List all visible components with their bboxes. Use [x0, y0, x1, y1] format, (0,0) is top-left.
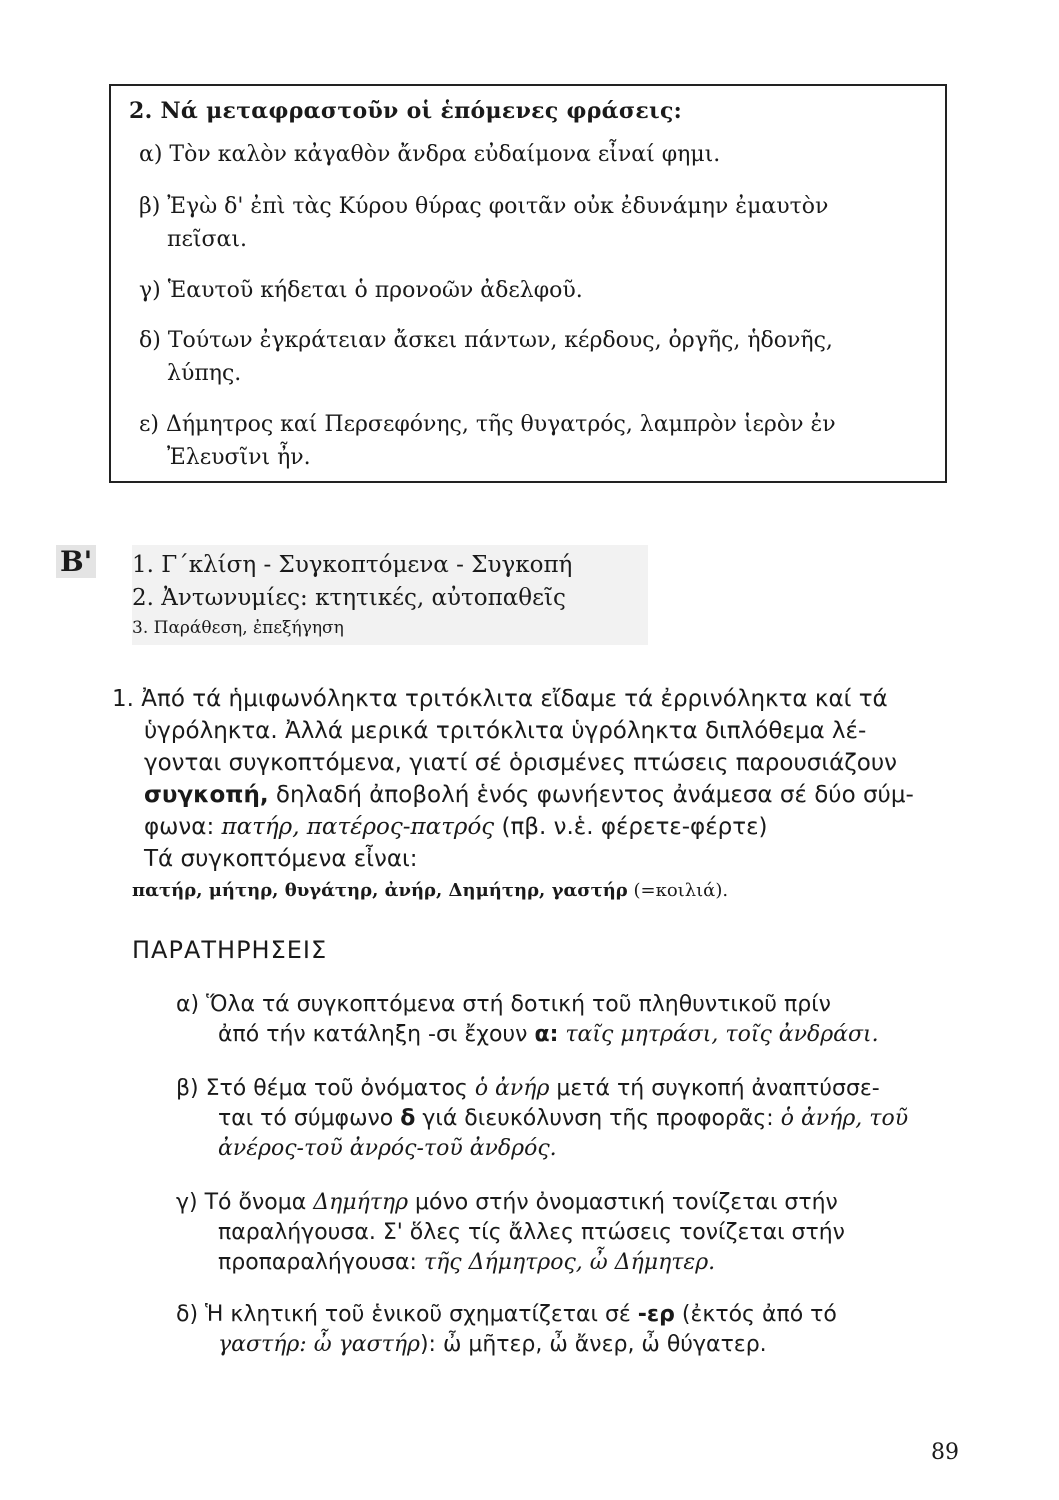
exercise-item: γ) Ἑαυτοῦ κήδεται ὁ προνοῶν ἀδελφοῦ.	[139, 278, 583, 303]
main-paragraph: 1. Ἀπό τά ἡμιφωνόληκτα τριτόκλιτα εἴδαμε τά ἐρρινόληκτα καί τά ὑγρόληκτα. Ἀλλά μερικά τριτόκλιτα ὑγρόληκτα διπλόθεμα λέ- γονται συγκοπτόμενα, γιατί σέ ὁρισμένες πτώσεις παρουσιάζουν συγκοπή, δηλαδή ἀποβολή ἑνός φωνήεντος ἀνάμεσα σέ δύο σύμ- φωνα: πατήρ, πατέρος-πατρός (πβ. ν.ἑ. φέρετε-φέρτε) Τά συγκοπτόμενα εἶναι: πατήρ, μήτηρ, θυγάτηρ, ἀνήρ, Δημήτηρ, γαστήρ (=κοιλιά).	[112, 683, 955, 907]
exercise-box	[109, 84, 947, 483]
exercise-title: 2. Νά μεταφραστοῦν οἱ ἑπόμενες φράσεις:	[129, 98, 683, 124]
topic-line: 3. Παράθεση, ἐπεξήγηση	[132, 618, 344, 638]
exercise-item: β) Ἐγὼ δ' ἐπὶ τὰς Κύρου θύρας φοιτᾶν οὐκ ἐδυνάμην ἐμαυτὸν πεῖσαι.	[139, 194, 829, 252]
topic-line: 2. Ἀντωνυμίες: κτητικές, αὐτοπαθεῖς	[132, 585, 566, 611]
section-letter: Β'	[56, 545, 96, 578]
observation-b: β) Στό θέμα τοῦ ὀνόματος ὁ ἀνήρ μετά τή συγκοπή ἀναπτύσσε- ται τό σύμφωνο δ γιά διευκόλυνση τῆς προφορᾶς: ὁ ἀνήρ, τοῦ ἀνέρος-τοῦ ἀνρός-τοῦ ἀνδρός.	[176, 1076, 909, 1161]
observation-c: γ) Τό ὄνομα Δημήτηρ μόνο στήν ὀνομαστική τονίζεται στήν παραλήγουσα. Σ' ὅλες τίς ἄλλες πτώσεις τονίζεται στήν προπαραλήγουσα: τῆς Δήμητρος, ὦ Δήμητερ.	[176, 1190, 845, 1275]
topic-line: 1. Γ΄κλίση - Συγκοπτόμενα - Συγκοπή	[132, 552, 573, 578]
exercise-item: α) Τὸν καλὸν κἀγαθὸν ἄνδρα εὐδαίμονα εἶναί φημι.	[139, 142, 721, 167]
syncopated-nouns: πατήρ, μήτηρ, θυγάτηρ, ἀνήρ, Δημήτηρ, γαστήρ (=κοιλιά).	[132, 880, 729, 901]
observation-a: α) Ὅλα τά συγκοπτόμενα στή δοτική τοῦ πληθυντικοῦ πρίν ἀπό τήν κατάληξη -σι ἔχουν α: ταῖς μητράσι, τοῖς ἀνδράσι.	[176, 992, 879, 1047]
observations-heading: ΠΑΡΑΤΗΡΗΣΕΙΣ	[132, 936, 328, 964]
section-topics	[132, 545, 648, 645]
page-number: 89	[931, 1440, 959, 1465]
observation-d: δ) Ἡ κλητική τοῦ ἑνικοῦ σχηματίζεται σέ -ερ (ἐκτός ἀπό τό γαστήρ: ὦ γαστήρ): ὦ μῆτερ, ὦ ἄνερ, ὦ θύγατερ.	[176, 1302, 837, 1357]
exercise-item: ε) Δήμητρος καί Περσεφόνης, τῆς θυγατρός, λαμπρὸν ἱερὸν ἐν Ἐλευσῖνι ἦν.	[139, 412, 836, 470]
exercise-item: δ) Τούτων ἐγκράτειαν ἄσκει πάντων, κέρδους, ὀργῆς, ἡδονῆς, λύπης.	[139, 328, 833, 386]
